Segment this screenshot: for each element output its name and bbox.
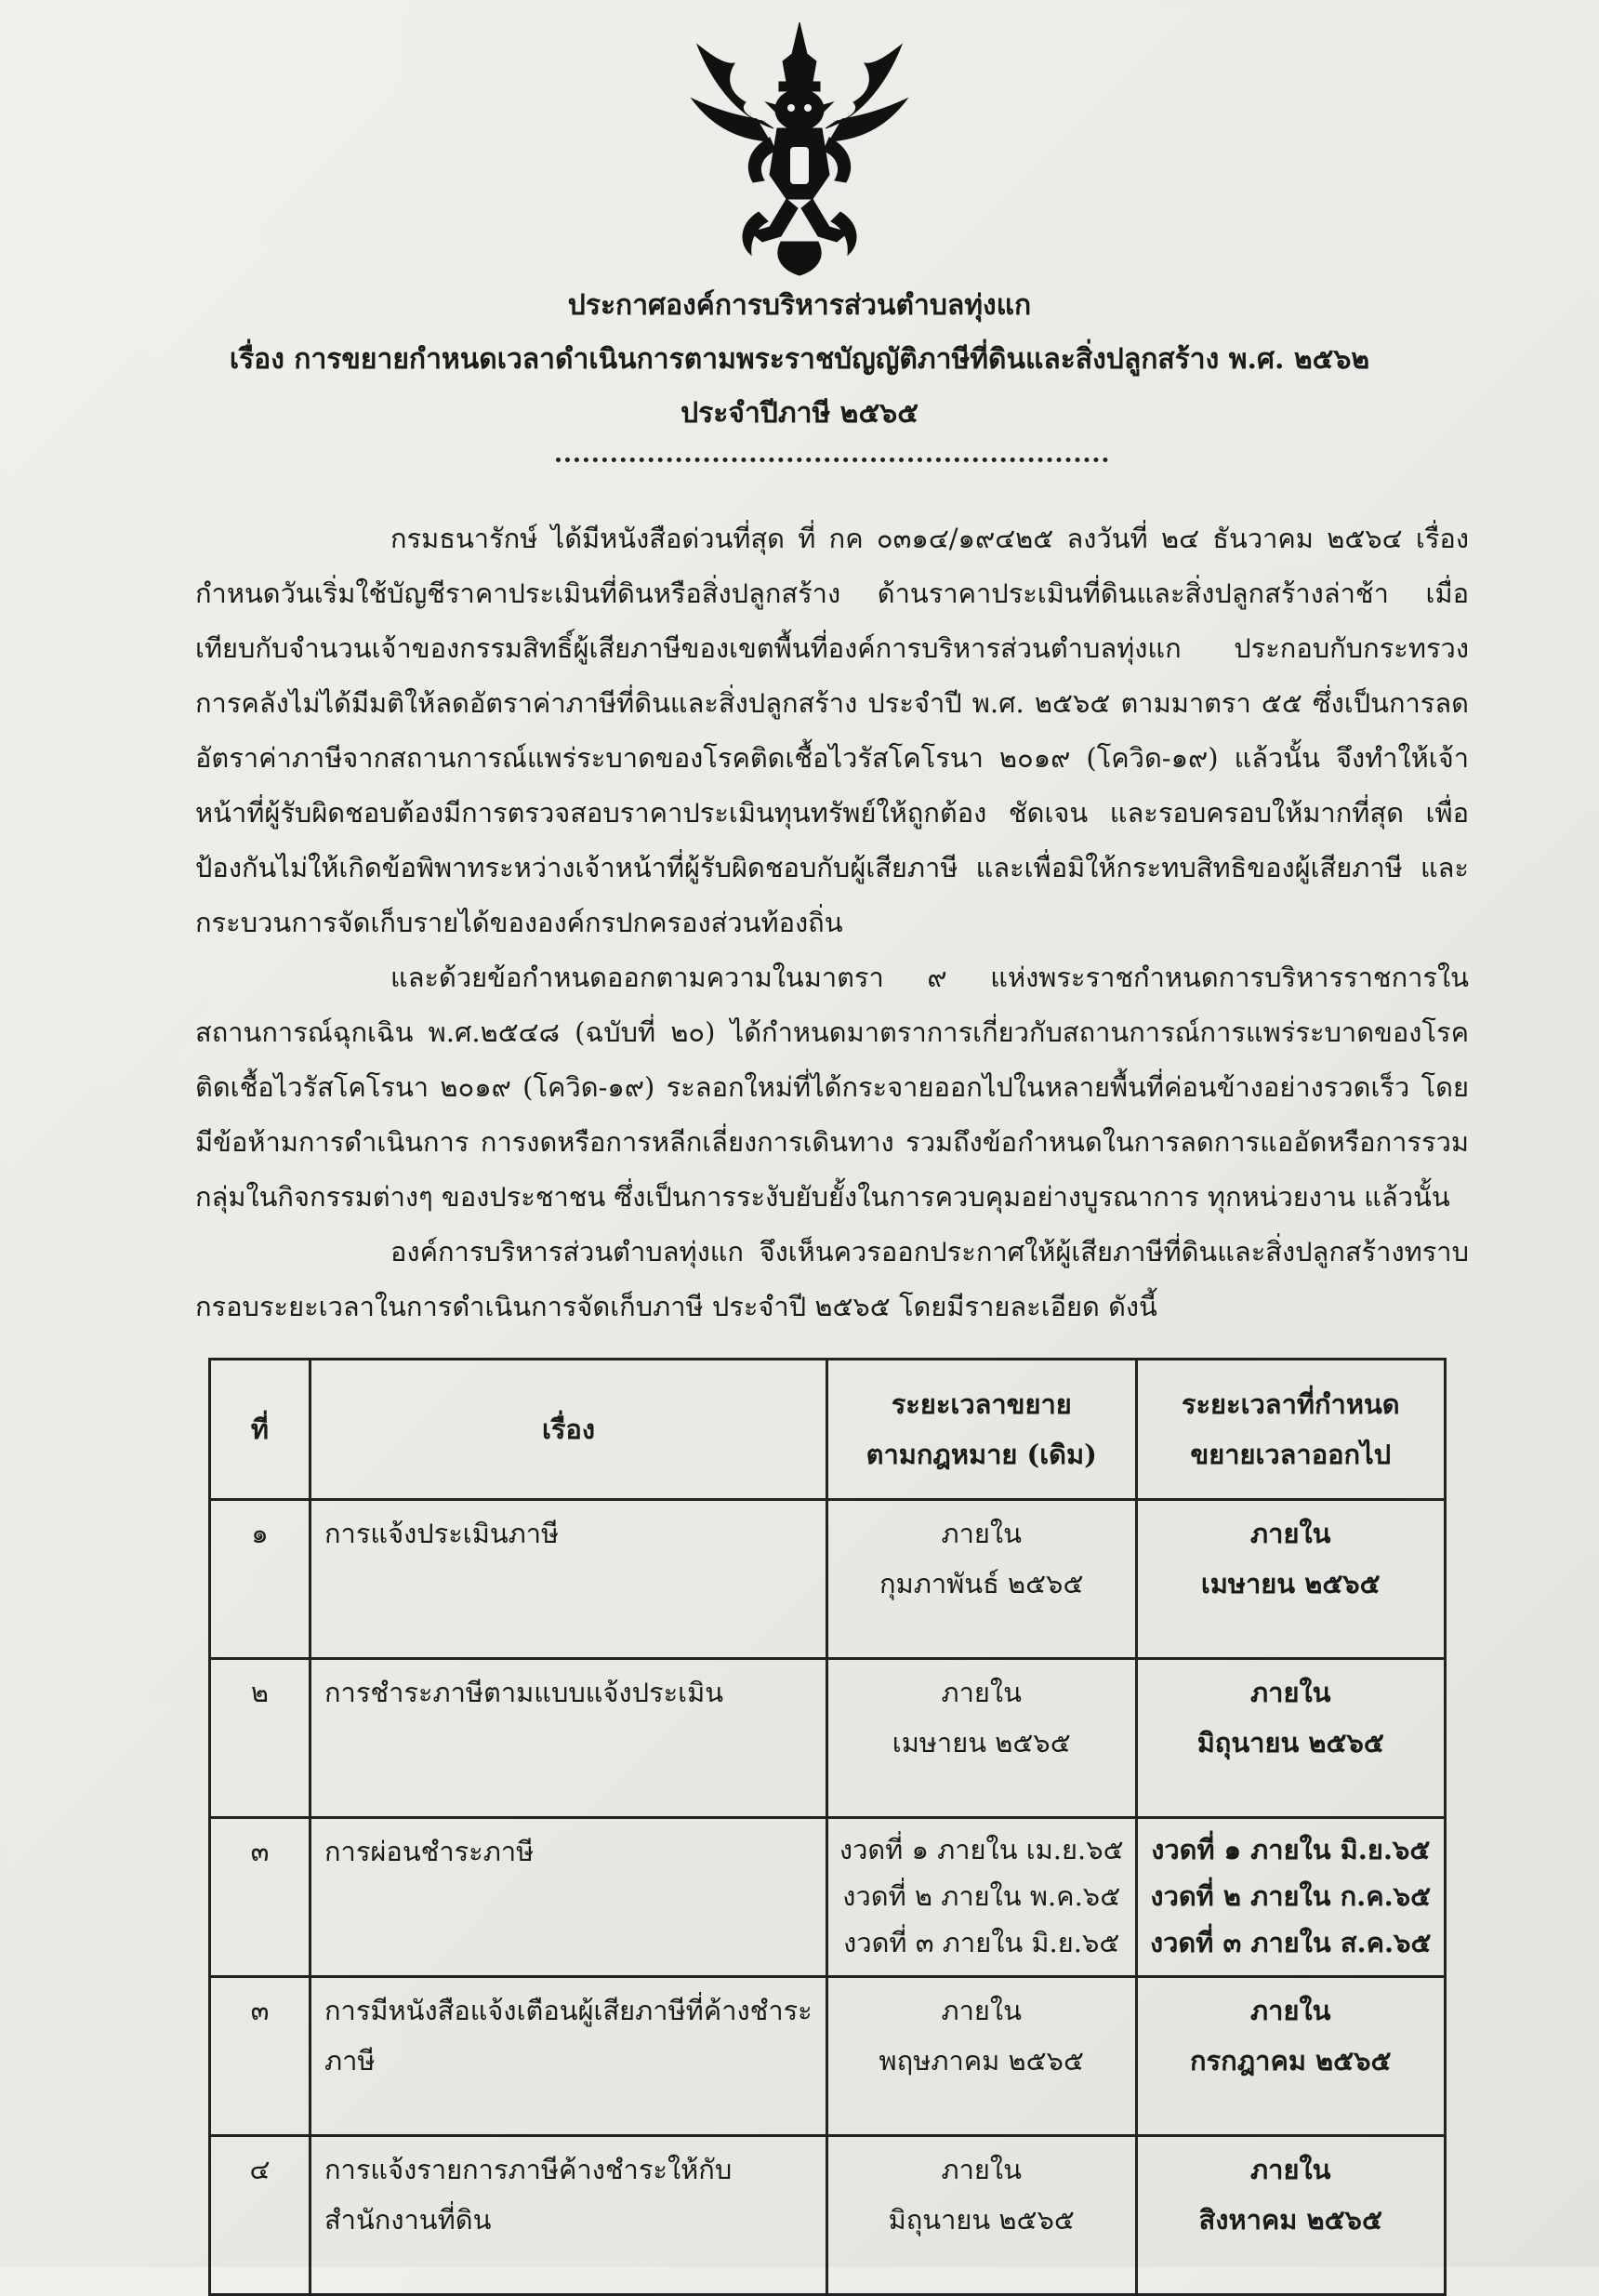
header-original-line-2: ตามกฎหมาย (เดิม) (866, 1439, 1097, 1470)
row-original (826, 2136, 1136, 2295)
header-extended-period (1136, 1360, 1446, 1500)
row-no: ๒ (210, 1659, 311, 1818)
original-line: ภายใน (941, 1995, 1022, 2026)
heading-line-3: ประจำปีภาษี ๒๕๖๕ (681, 397, 918, 430)
row-original (826, 1659, 1136, 1818)
original-line: ภายใน (941, 1518, 1022, 1549)
paragraph-1: กรมธนารักษ์ ได้มีหนังสือด่วนที่สุด ที่ กค ๐๓๑๔/๑๙๔๒๕ ลงวันที่ ๒๔ ธันวาคม ๒๕๖๔ เรื่องกำหนดวันเริ่มใช้บัญชีราคาประเมินที่ดินหรือสิ่งปลูกสร้าง ด้านราคาประเมินที่ดินและสิ่งปลูกสร้างล่าช้า เมื่อเทียบกับจำนวนเจ้าของกรรมสิทธิ์ผู้เสียภาษีของเขตพื้นที่องค์การบริหารส่วนตำบลทุ่งแก ประกอบกับกระทรวงการคลังไม่ได้มีมติให้ลดอัตราค่าภาษีที่ดินและสิ่งปลูกสร้าง ประจำปี พ.ศ. ๒๕๖๕ ตามมาตรา ๕๕ ซึ่งเป็นการลดอัตราค่าภาษีจากสถานการณ์แพร่ระบาดของโรคติดเชื้อไวรัสโคโรนา ๒๐๑๙ (โควิด-๑๙) แล้วนั้น จึงทำให้เจ้าหน้าที่ผู้รับผิดชอบต้องมีการตรวจสอบราคาประเมินทุนทรัพย์ให้ถูกต้อง ชัดเจน และรอบครอบให้มากที่สุด เพื่อป้องกันไม่ให้เกิดข้อพิพาทระหว่างเจ้าหน้าที่ผู้รับผิดชอบกับผู้เสียภาษี และเพื่อมิให้กระทบสิทธิของผู้เสียภาษี และกระบวนการจัดเก็บรายได้ขององค์กรปกครองส่วนท้องถิ่น (195, 523, 1469, 938)
table-row (210, 1500, 1446, 1659)
garuda-emblem-icon (660, 17, 939, 277)
table-header-row (210, 1360, 1446, 1500)
extended-line: ภายใน (1250, 1677, 1331, 1708)
row-topic: การมีหนังสือแจ้งเตือนผู้เสียภาษีที่ค้างชำระภาษี (310, 1977, 826, 2136)
row-extended (1136, 2136, 1446, 2295)
dotted-divider (556, 458, 1108, 462)
schedule-table-wrapper (208, 1358, 1447, 2296)
original-line: กุมภาพันธ์ ๒๕๖๕ (879, 1568, 1084, 1599)
extended-line: งวดที่ ๒ ภายใน ก.ค.๖๕ (1150, 1880, 1432, 1912)
extended-line: ภายใน (1250, 1995, 1331, 2026)
row-topic: การแจ้งประเมินภาษี (310, 1500, 826, 1659)
row-no: ๓ (210, 1818, 311, 1977)
header-extended-line-2: ขยายเวลาออกไป (1190, 1439, 1392, 1470)
table-row (210, 1977, 1446, 2136)
extended-line: เมษายน ๒๕๖๕ (1200, 1568, 1381, 1599)
row-topic: การชำระภาษีตามแบบแจ้งประเมิน (310, 1659, 826, 1818)
header-no: ที่ (210, 1360, 311, 1500)
paragraph-3: องค์การบริหารส่วนตำบลทุ่งแก จึงเห็นควรออกประกาศให้ผู้เสียภาษีที่ดินและสิ่งปลูกสร้างทราบกรอบระยะเวลาในการดำเนินการจัดเก็บภาษี ประจำปี ๒๕๖๕ โดยมีรายละเอียด ดังนี้ (195, 1236, 1469, 1322)
table-row (210, 2136, 1446, 2295)
original-line: งวดที่ ๒ ภายใน พ.ค.๖๕ (842, 1880, 1121, 1912)
header-original-period (826, 1360, 1136, 1500)
header-topic: เรื่อง (310, 1360, 826, 1500)
extended-line: ภายใน (1250, 1518, 1331, 1549)
row-topic: การผ่อนชำระภาษี (310, 1818, 826, 1977)
extended-line: งวดที่ ๑ ภายใน มิ.ย.๖๕ (1151, 1834, 1431, 1865)
row-original (826, 1500, 1136, 1659)
extended-line: กรกฎาคม ๒๕๖๕ (1190, 2045, 1392, 2077)
paragraph-2: และด้วยข้อกำหนดออกตามความในมาตรา ๙ แห่งพระราชกำหนดการบริหารราชการในสถานการณ์ฉุกเฉิน พ.ศ.๒๕๔๘ (ฉบับที่ ๒๐) ได้กำหนดมาตราการเกี่ยวกับสถานการณ์การแพร่ระบาดของโรคติดเชื้อไวรัสโคโรนา ๒๐๑๙ (โควิด-๑๙) ระลอกใหม่ที่ได้กระจายออกไปในหลายพื้นที่ค่อนข้างอย่างรวดเร็ว โดยมีข้อห้ามการดำเนินการ การงดหรือการหลีกเลี่ยงการเดินทาง รวมถึงข้อกำหนดในการลดการแออัดหรือการรวมกลุ่มในกิจกรรมต่างๆ ของประชาชน ซึ่งเป็นการระงับยับยั้งในการควบคุมอย่างบูรณาการ ทุกหน่วยงาน แล้วนั้น (195, 962, 1469, 1213)
header-extended-line-1: ระยะเวลาที่กำหนด (1181, 1388, 1400, 1420)
row-extended (1136, 1659, 1446, 1818)
original-line: เมษายน ๒๕๖๕ (892, 1727, 1071, 1758)
table-row (210, 1818, 1446, 1977)
heading-line-1: ประกาศองค์การบริหารส่วนตำบลทุ่งแก (567, 289, 1032, 322)
heading-line-2: เรื่อง การขยายกำหนดเวลาดำเนินการตามพระราชบัญญัติภาษีที่ดินและสิ่งปลูกสร้าง พ.ศ. ๒๕๖๒ (229, 343, 1370, 376)
extended-line: มิถุนายน ๒๕๖๕ (1196, 1727, 1384, 1758)
extended-line: งวดที่ ๓ ภายใน ส.ค.๖๕ (1149, 1927, 1432, 1958)
announcement-heading (0, 279, 1599, 441)
original-line: งวดที่ ๑ ภายใน เม.ย.๖๕ (839, 1834, 1124, 1865)
original-line: มิถุนายน ๒๕๖๕ (888, 2204, 1075, 2236)
row-no: ๔ (210, 2136, 311, 2295)
row-extended (1136, 1500, 1446, 1659)
row-original (826, 1977, 1136, 2136)
row-no: ๓ (210, 1977, 311, 2136)
row-original (826, 1818, 1136, 1977)
announcement-body (195, 511, 1469, 1334)
table-row (210, 1659, 1446, 1818)
row-extended (1136, 1818, 1446, 1977)
header-original-line-1: ระยะเวลาขยาย (891, 1388, 1072, 1420)
schedule-table (208, 1358, 1447, 2296)
original-line: ภายใน (941, 1677, 1022, 1708)
original-line: ภายใน (941, 2154, 1022, 2185)
extended-line: ภายใน (1250, 2154, 1331, 2185)
original-line: งวดที่ ๓ ภายใน มิ.ย.๖๕ (843, 1927, 1120, 1958)
extended-line: สิงหาคม ๒๕๖๕ (1198, 2204, 1382, 2236)
original-line: พฤษภาคม ๒๕๖๕ (879, 2045, 1084, 2077)
row-topic: การแจ้งรายการภาษีค้างชำระให้กับสำนักงานที่ดิน (310, 2136, 826, 2295)
row-no: ๑ (210, 1500, 311, 1659)
row-extended (1136, 1977, 1446, 2136)
